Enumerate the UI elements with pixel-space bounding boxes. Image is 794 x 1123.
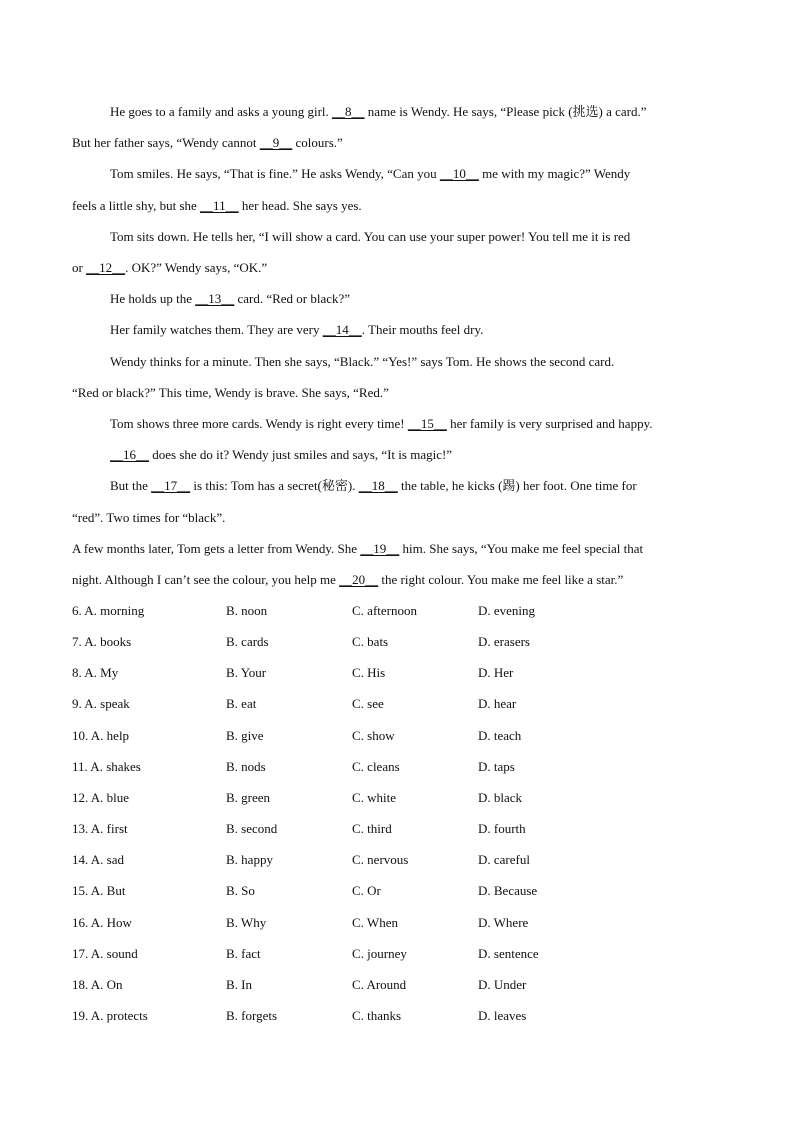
passage-line [72,571,732,589]
option-choice: C. When [352,914,398,930]
option-choice: B. forgets [226,1007,278,1023]
passage-line [110,353,770,371]
option-choice: B. nods [226,758,266,774]
answer-blank: __10__ [439,166,479,182]
passage-text: But her father says, “Wendy cannot [72,135,260,151]
option-choice: D. Under [478,976,527,992]
option-choice: 9. A. speak [72,696,130,712]
option-choice: 15. A. But [72,883,126,899]
option-choice: C. journey [352,945,407,961]
option-choice: B. noon [226,603,268,618]
option-choice: B. second [226,821,278,837]
passage-text: . Their mouths feel dry. [361,322,484,338]
option-choice: B. give [226,727,264,743]
option-choice: B. In [226,976,252,992]
passage-text: colours.” [292,135,343,151]
option-row [72,602,732,620]
option-choice: B. Your [226,665,267,681]
passage-line [110,321,770,339]
option-choice: C. Around [352,976,407,992]
option-choice: D. teach [478,727,522,743]
option-choice: C. cleans [352,758,400,774]
passage-line [110,446,770,464]
option-choice: C. third [352,821,392,837]
passage-line [110,228,770,246]
option-choice: 14. A. sad [72,852,124,868]
answer-blank: __14__ [322,322,362,338]
option-choice: 6. A. morning [72,603,145,618]
passage-line [110,415,770,433]
option-row [72,758,732,776]
option-choice: C. His [352,665,386,681]
option-choice: D. sentence [478,945,539,961]
option-choice: B. fact [226,945,261,961]
passage-line [110,103,770,121]
option-choice: B. eat [226,696,257,712]
option-choice: C. show [352,727,395,743]
answer-blank: __16__ [110,447,149,463]
option-row [72,945,732,963]
answer-blank: __12__ [86,260,126,275]
passage-text: “Red or black?” This time, Wendy is brave. She says, “Red.” [72,384,389,400]
option-row [72,1007,732,1025]
option-choice: D. careful [478,852,530,868]
answer-blank: __15__ [407,416,447,431]
answer-blank: __8__ [332,104,365,119]
option-row [72,633,732,651]
passage-line [72,134,732,152]
answer-blank: __11__ [200,197,239,213]
option-row [72,976,732,994]
option-choice: 12. A. blue [72,789,130,805]
option-choice: D. Where [478,914,529,930]
answer-blank: __18__ [358,478,398,494]
passage-text: name is Wendy. He says, “Please pick (挑选) a card.” [364,104,647,119]
passage-line [72,509,732,527]
option-choice: B. Why [226,914,267,930]
option-choice: C. white [352,789,397,805]
passage-text: But the [110,478,152,494]
option-choice: B. happy [226,852,273,868]
option-choice: D. fourth [478,821,526,837]
answer-blank: __9__ [259,135,293,151]
option-choice: C. Or [352,883,381,899]
option-choice: 13. A. first [72,821,128,837]
passage-line [110,290,770,308]
option-row [72,851,732,869]
option-choice: 8. A. My [72,665,119,681]
option-choice: C. afternoon [352,603,417,618]
passage-text: card. “Red or black?” [234,291,351,307]
option-choice: 16. A. How [72,914,132,930]
option-choice: D. Because [478,883,538,899]
passage-text: “red”. Two times for “black”. [72,509,226,525]
passage-text: me with my magic?” Wendy [478,166,631,182]
option-choice: B. cards [226,634,269,650]
answer-blank: __20__ [339,572,379,587]
option-choice: C. bats [352,634,389,650]
passage-text: him. She says, “You make me feel special that [399,540,644,556]
option-choice: 7. A. books [72,634,132,650]
passage-text: her head. She says yes. [238,197,362,213]
option-choice: 18. A. On [72,976,123,992]
option-row [72,882,732,900]
passage-text: the right colour. You make me feel like a star.” [378,572,624,587]
option-choice: 10. A. help [72,727,130,743]
option-choice: D. evening [478,603,536,618]
option-choice: 19. A. protects [72,1007,148,1023]
answer-blank: __13__ [195,291,235,307]
passage-text: Her family watches them. They are very [110,322,323,338]
passage-text: Wendy thinks for a minute. Then she says, “Black.” “Yes!” says Tom. He shows the second card. [110,353,615,369]
option-choice: 17. A. sound [72,945,138,961]
option-choice: C. see [352,696,384,712]
passage-line [72,540,732,558]
passage-text: is this: Tom has a secret(秘密). [190,478,359,494]
option-row [72,820,732,838]
option-choice: B. green [226,789,271,805]
passage-text: feels a little shy, but she [72,197,201,213]
option-row [72,914,732,932]
option-choice: D. black [478,789,523,805]
option-choice: D. taps [478,758,515,774]
passage-text: . OK?” Wendy says, “OK.” [125,260,268,275]
passage-text: Tom shows three more cards. Wendy is right every time! [110,416,408,431]
option-row [72,664,732,682]
passage-text: or [72,260,87,275]
passage-line [72,259,732,277]
option-choice: D. erasers [478,634,530,650]
passage-text: He holds up the [110,291,196,307]
option-choice: C. thanks [352,1007,402,1023]
passage-text: Tom sits down. He tells her, “I will show a card. You can use your super power! You tell me it is red [110,228,631,244]
option-choice: D. Her [478,665,514,681]
option-row [72,695,732,713]
option-choice: D. hear [478,696,517,712]
passage-text: Tom smiles. He says, “That is fine.” He asks Wendy, “Can you [110,166,440,182]
passage-text: the table, he kicks (踢) her foot. One time for [397,478,637,494]
passage-line [110,165,770,183]
answer-blank: __19__ [360,540,400,556]
passage-line [72,197,732,215]
passage-text: her family is very surprised and happy. [446,416,653,431]
passage-text: does she do it? Wendy just smiles and says, “It is magic!” [149,447,453,463]
option-choice: 11. A. shakes [72,758,141,774]
answer-blank: __17__ [151,478,191,494]
option-row [72,727,732,745]
option-choice: D. leaves [478,1007,527,1023]
passage-line [110,477,770,495]
option-choice: B. So [226,883,255,899]
passage-text: He goes to a family and asks a young girl. [110,104,333,119]
option-row [72,789,732,807]
passage-text: A few months later, Tom gets a letter from Wendy. She [72,540,361,556]
passage-text: night. Although I can’t see the colour, you help me [72,572,340,587]
option-choice: C. nervous [352,852,409,868]
passage-line [72,384,732,402]
